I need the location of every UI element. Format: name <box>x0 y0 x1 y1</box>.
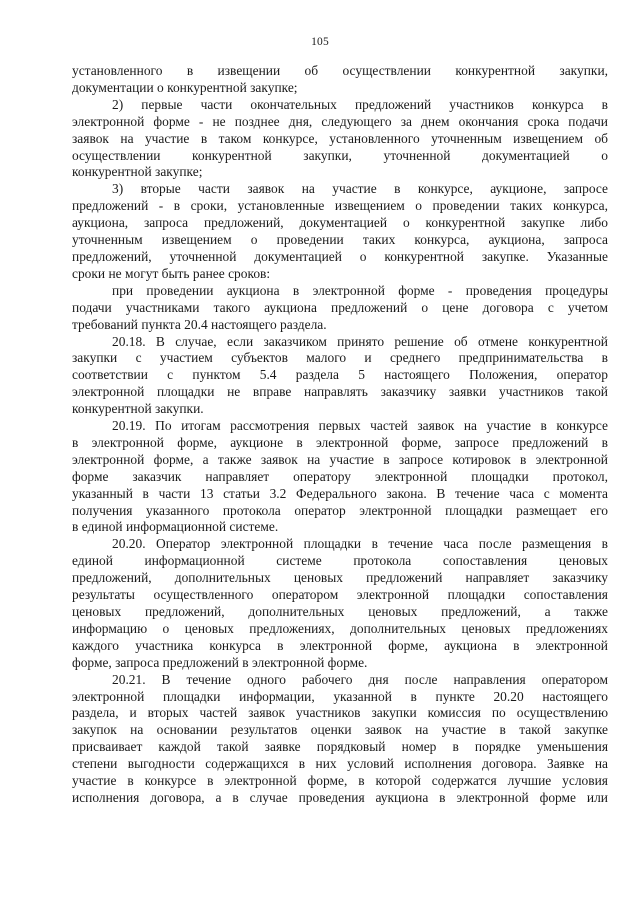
text-line: предложений - в сроки, установленные извещением о проведении таких конкурса, <box>72 198 608 214</box>
text-line: конкурентной закупки. <box>72 401 204 417</box>
text-line: 2) первые части окончательных предложений участников конкурса в <box>112 96 608 112</box>
text-line: при проведении аукциона в электронной форме - проведения процедуры <box>112 282 608 298</box>
text-line: 20.19. По итогам рассмотрения первых частей заявок на участие в конкурсе <box>112 418 608 434</box>
text-line: информацию о ценовых предложениях, дополнительных ценовых предложениях <box>72 620 608 636</box>
text-line: раздела, и вторых частей заявок участников закупки комиссия по осуществлению <box>72 705 608 721</box>
text-line: аукциона, запроса предложений, документацией о конкурентной закупке либо <box>72 215 608 231</box>
text-line: осуществлении конкурентной закупки, уточненной документацией о <box>72 147 608 163</box>
text-line: в электронной форме, аукционе в электронной форме, запросе предложений в <box>72 434 608 450</box>
text-line: установленного в извещении об осуществлении конкурентной закупки, <box>72 63 608 78</box>
text-line: ценовых предложений, дополнительных ценовых предложений, а также <box>72 604 608 619</box>
text-line: сроки не могут быть ранее сроков: <box>72 265 271 281</box>
text-line: указанный в части 13 статьи 3.2 Федерального закона. В течение часа с момента <box>72 485 608 501</box>
text-line: заявок на участие в таком конкурсе, установленного уточненным извещением об <box>72 130 608 146</box>
text-line: предложений, дополнительных ценовых предложений направляет заказчику <box>72 570 608 586</box>
text-line: 3) вторые части заявок на участие в конкурсе, аукционе, запросе <box>112 181 608 197</box>
text-line: электронной форме, а также заявок на участие в запросе котировок в электронной <box>72 451 608 467</box>
text-line: 20.21. В течение одного рабочего дня после направления оператором <box>112 671 608 687</box>
text-line: исполнения договора, а в случае проведения аукциона в электронной форме или <box>72 789 608 805</box>
text-line: закупок на основании результатов оценки заявок на участие в такой закупке <box>72 722 608 738</box>
document-body <box>72 63 608 807</box>
text-line: результаты осуществленного оператором электронной площадки сопоставления <box>72 587 608 603</box>
text-line: 20.20. Оператор электронной площадки в течение часа после размещения в <box>112 536 608 552</box>
text-line: получения указанного протокола оператор электронной площадки размещает его <box>72 502 608 518</box>
text-line: уточненным извещением о проведении таких конкурса, аукциона, запроса <box>72 232 608 248</box>
text-line: электронной площадки информации, указанной в пункте 20.20 настоящего <box>72 688 608 704</box>
text-line: форме заказчик направляет оператору электронной площадки протокол, <box>72 468 608 484</box>
text-line: соответствии с пунктом 5.4 раздела 5 настоящего Положения, оператор <box>72 367 608 383</box>
text-line: присваивает каждой такой заявке порядковый номер в порядке уменьшения <box>72 739 608 755</box>
text-line: участие в конкурсе в электронной форме, в которой содержатся лучшие условия <box>72 773 608 789</box>
text-line: 20.18. В случае, если заказчиком принято решение об отмене конкурентной <box>112 333 608 349</box>
text-line: электронной площадки не вправе направлять заказчику заявки участников такой <box>72 384 608 400</box>
text-line: подачи участниками такого аукциона предложений о цене договора с учетом <box>72 299 608 315</box>
text-line: единой информационной системе протокола сопоставления ценовых <box>72 553 608 569</box>
text-line: форме, запроса предложений в электронной форме. <box>72 654 368 670</box>
text-line: конкурентной закупке; <box>72 164 203 180</box>
page-number: 105 <box>311 36 329 48</box>
text-line: в единой информационной системе. <box>72 519 279 535</box>
text-line: степени выгодности содержащихся в них условий исполнения договора. Заявке на <box>72 756 608 772</box>
text-line: электронной форме - не позднее дня, следующего за днем окончания срока подачи <box>72 113 608 129</box>
text-line: предложений, уточненной документацией о конкурентной закупке. Указанные <box>72 248 608 264</box>
text-line: закупки с участием субъектов малого и среднего предпринимательства в <box>72 350 608 366</box>
text-line: каждого участника конкурса в электронной форме, аукциона в электронной <box>72 637 608 653</box>
text-line: требований пункта 20.4 настоящего раздела. <box>72 316 327 332</box>
text-line: документации о конкурентной закупке; <box>72 79 298 95</box>
